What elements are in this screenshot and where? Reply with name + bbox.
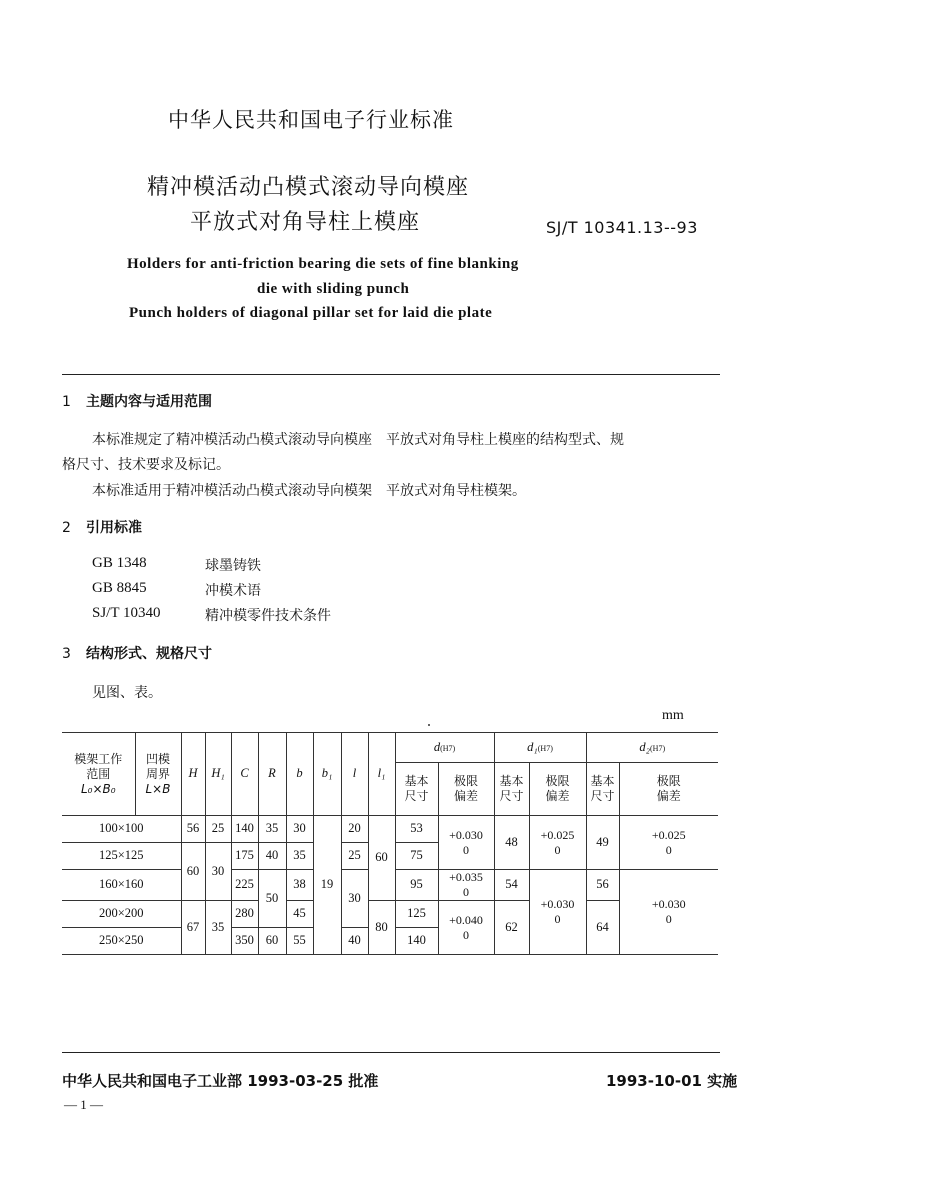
header-text: 范围 xyxy=(86,766,111,781)
header-l: l xyxy=(341,733,368,816)
cell-d2-tol xyxy=(619,816,718,870)
cell-d-basic: 125 xyxy=(395,901,438,928)
cell-d2-basic: 64 xyxy=(586,901,619,955)
header-sub: (H7) xyxy=(440,743,456,753)
header-C: C xyxy=(231,733,258,816)
header-text: L₀×B₀ xyxy=(80,781,116,796)
header-text: 周界 xyxy=(145,766,170,781)
tol-lower: 0 xyxy=(463,885,469,899)
cell-R: 35 xyxy=(258,816,286,843)
header-b: b xyxy=(286,733,313,816)
header-divider xyxy=(62,374,720,375)
header-text: L×B xyxy=(145,781,171,796)
header-text: d xyxy=(433,739,441,754)
header-text: 极限 xyxy=(545,774,570,788)
cell-size: 250×250 xyxy=(62,928,181,955)
header-text: 偏差 xyxy=(656,789,681,803)
section-1-number: 1 xyxy=(62,394,71,410)
cell-R: 40 xyxy=(258,843,286,870)
cell-R: 50 xyxy=(258,870,286,928)
cell-d-tol xyxy=(438,816,494,870)
ref-title: 球墨铸铁 xyxy=(205,558,261,574)
cell-R: 60 xyxy=(258,928,286,955)
header-limit xyxy=(438,763,494,816)
section-3-text: 见图、表。 xyxy=(92,685,162,701)
cell-d-basic: 95 xyxy=(395,870,438,901)
tol-lower: 0 xyxy=(665,912,672,926)
header-basic xyxy=(586,763,619,816)
ref-title: 精冲模零件技术条件 xyxy=(205,608,331,624)
section-1-para-1b: 格尺寸、技术要求及标记。 xyxy=(62,457,230,473)
cell-l: 30 xyxy=(341,870,368,928)
header-text: 凹模 xyxy=(145,751,170,766)
english-title-line-3: Punch holders of diagonal pillar set for laid die plate xyxy=(129,305,493,321)
header-die xyxy=(135,733,181,816)
tol-upper: +0.040 xyxy=(449,912,483,927)
tol-upper: +0.025 xyxy=(540,827,575,842)
cell-d1-basic: 62 xyxy=(494,901,529,955)
cell-l1: 60 xyxy=(368,816,395,901)
section-1-title: 主题内容与适用范围 xyxy=(86,394,212,410)
cell-d1-basic: 54 xyxy=(494,870,529,901)
cell-l: 40 xyxy=(341,928,368,955)
section-1-para-1a: 本标准规定了精冲模活动凸模式滚动导向模座 平放式对角导柱上模座的结构型式、规 xyxy=(92,432,624,448)
cell-b: 35 xyxy=(286,843,313,870)
standard-code: SJ/T 10341.13--93 xyxy=(546,218,698,237)
cell-b: 45 xyxy=(286,901,313,928)
cell-H: 60 xyxy=(181,843,205,901)
cell-size: 100×100 xyxy=(62,816,181,843)
cell-H: 56 xyxy=(181,816,205,843)
tol-upper: +0.030 xyxy=(651,897,686,911)
header-basic xyxy=(494,763,529,816)
cell-C: 140 xyxy=(231,816,258,843)
cell-size: 160×160 xyxy=(62,870,181,901)
cell-l: 25 xyxy=(341,843,368,870)
tol-lower: 0 xyxy=(665,842,672,857)
header-text: 基本 xyxy=(404,774,429,788)
title-line-1: 精冲模活动凸模式滚动导向模座 xyxy=(147,175,470,200)
table-row xyxy=(62,816,718,843)
cell-d2-tol xyxy=(619,870,718,955)
page-number: — 1 — xyxy=(64,1097,103,1112)
cell-d2-basic: 49 xyxy=(586,816,619,870)
cell-H1: 25 xyxy=(205,816,231,843)
cell-b: 55 xyxy=(286,928,313,955)
header-text: 偏差 xyxy=(454,789,479,803)
header-text: d₁ xyxy=(527,739,538,754)
header-text: 尺寸 xyxy=(499,789,524,803)
section-3-heading xyxy=(62,643,212,663)
header-d1 xyxy=(494,733,586,763)
section-3-number: 3 xyxy=(62,646,71,662)
footer-divider xyxy=(62,1052,720,1053)
header-basic xyxy=(395,763,438,816)
dimension-table xyxy=(62,732,718,955)
header-text: 尺寸 xyxy=(590,789,615,803)
header-text: 基本 xyxy=(590,774,615,788)
header-b1: b₁ xyxy=(313,733,341,816)
header-sub: (H7) xyxy=(650,743,666,753)
cell-b1: 19 xyxy=(313,816,341,955)
tol-lower: 0 xyxy=(463,927,469,942)
cell-d-basic: 75 xyxy=(395,843,438,870)
header-l1: l₁ xyxy=(368,733,395,816)
cell-d1-basic: 48 xyxy=(494,816,529,870)
tol-upper: +0.030 xyxy=(449,827,483,842)
ref-code: SJ/T 10340 xyxy=(92,605,161,621)
cell-d-basic: 140 xyxy=(395,928,438,955)
cell-size: 200×200 xyxy=(62,901,181,928)
ref-title: 冲模术语 xyxy=(205,583,261,599)
header-text: 极限 xyxy=(656,774,681,788)
section-2-heading xyxy=(62,517,142,537)
cell-b: 38 xyxy=(286,870,313,901)
header-sub: (H7) xyxy=(537,743,553,753)
cell-size: 125×125 xyxy=(62,843,181,870)
header-text: 尺寸 xyxy=(404,789,429,803)
cell-d-tol xyxy=(438,870,494,901)
cell-H1: 35 xyxy=(205,901,231,955)
ref-code: GB 1348 xyxy=(92,555,147,571)
header-H1: H₁ xyxy=(205,733,231,816)
tol-lower: 0 xyxy=(554,912,561,926)
cell-l1: 80 xyxy=(368,901,395,955)
org-standard-header: 中华人民共和国电子行业标准 xyxy=(168,108,454,132)
cell-b: 30 xyxy=(286,816,313,843)
approval-note: 中华人民共和国电子工业部 1993-03-25 批准 xyxy=(62,1072,379,1090)
section-2-number: 2 xyxy=(62,520,71,536)
english-title-line-1: Holders for anti-friction bearing die sets of fine blanking xyxy=(127,256,519,272)
cell-H: 67 xyxy=(181,901,205,955)
header-text: 基本 xyxy=(499,774,524,788)
cell-d1-tol xyxy=(529,816,586,870)
section-1-para-2: 本标准适用于精冲模活动凸模式滚动导向模架 平放式对角导柱模架。 xyxy=(92,483,526,499)
header-text: d₂ xyxy=(639,739,651,754)
header-R: R xyxy=(258,733,286,816)
section-2-title: 引用标准 xyxy=(86,520,142,536)
title-line-2: 平放式对角导柱上模座 xyxy=(190,210,421,235)
scan-speck xyxy=(428,724,430,726)
section-1-heading xyxy=(62,391,212,411)
cell-C: 225 xyxy=(231,870,258,901)
tol-upper: +0.035 xyxy=(449,870,483,884)
tol-lower: 0 xyxy=(554,842,561,857)
english-title-line-2: die with sliding punch xyxy=(257,281,410,297)
header-text: 偏差 xyxy=(545,789,570,803)
effective-date: 1993-10-01 实施 xyxy=(606,1072,738,1090)
header-limit xyxy=(619,763,718,816)
header-text: 极限 xyxy=(454,774,479,788)
cell-C: 280 xyxy=(231,901,258,928)
cell-d-tol xyxy=(438,901,494,955)
header-text: 模架工作 xyxy=(74,751,123,766)
section-3-title: 结构形式、规格尺寸 xyxy=(86,646,212,662)
unit-label: mm xyxy=(662,708,684,723)
header-H: H xyxy=(181,733,205,816)
cell-H1: 30 xyxy=(205,843,231,901)
cell-l: 20 xyxy=(341,816,368,843)
ref-code: GB 8845 xyxy=(92,580,147,596)
cell-d-basic: 53 xyxy=(395,816,438,843)
cell-d1-tol xyxy=(529,870,586,955)
cell-d2-basic: 56 xyxy=(586,870,619,901)
cell-C: 175 xyxy=(231,843,258,870)
header-limit xyxy=(529,763,586,816)
tol-upper: +0.025 xyxy=(651,827,686,842)
tol-upper: +0.030 xyxy=(540,897,575,911)
cell-C: 350 xyxy=(231,928,258,955)
tol-lower: 0 xyxy=(463,842,469,857)
header-range xyxy=(62,733,135,816)
header-d xyxy=(395,733,494,763)
table-header-row xyxy=(62,733,718,763)
header-d2 xyxy=(586,733,718,763)
